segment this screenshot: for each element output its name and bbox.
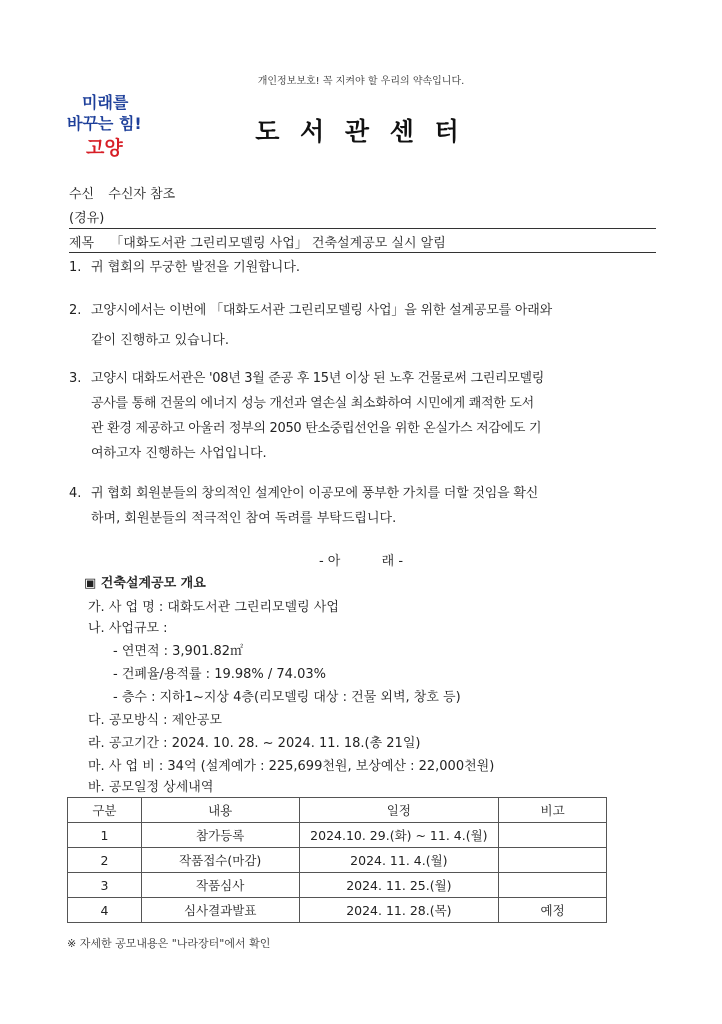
header-divider-bottom: [69, 252, 656, 253]
via-row: (경유): [69, 211, 105, 226]
item-na: 나. 사업규모 :: [88, 621, 168, 636]
cell-date: 2024. 11. 4.(월): [299, 848, 499, 873]
paragraph-text: 고양시 대화도서관은 '08년 3월 준공 후 15년 이상 된 노후 건물로써 그린리모델링: [91, 371, 545, 386]
table-row: [68, 848, 607, 873]
table-header-row: [68, 798, 607, 823]
header-content: 내용: [141, 798, 299, 823]
cell-content: 참가등록: [141, 823, 299, 848]
cell-no: 4: [68, 898, 142, 923]
header-date: 일정: [299, 798, 499, 823]
recipient-label: 수신: [69, 187, 95, 202]
cell-content: 작품심사: [141, 873, 299, 898]
paragraph-text: 관 환경 제공하고 아울러 정부의 2050 탄소중립선언을 위한 온실가스 저감에도 기: [91, 421, 542, 436]
cell-note: [499, 873, 607, 898]
item-ba: 바. 공모일정 상세내역: [88, 780, 214, 795]
cell-note: [499, 823, 607, 848]
cell-no: 1: [68, 823, 142, 848]
cell-date: 2024.10. 29.(화) ~ 11. 4.(월): [299, 823, 499, 848]
privacy-notice: 개인정보보호! 꼭 지켜야 할 우리의 약속입니다.: [257, 76, 465, 87]
paragraph-2: [69, 298, 659, 353]
recipient-row: [69, 183, 175, 202]
paragraph-4: [69, 481, 659, 531]
below-heading: - 아 래 -: [318, 554, 404, 569]
paragraph-text: 같이 진행하고 있습니다.: [91, 333, 229, 348]
overview-heading: ▣ 건축설계공모 개요: [84, 576, 206, 591]
cell-content: 작품접수(마감): [141, 848, 299, 873]
cell-date: 2024. 11. 28.(목): [299, 898, 499, 923]
cell-no: 2: [68, 848, 142, 873]
item-ma: 마. 사 업 비 : 34억 (설계예가 : 225,699천원, 보상예산 : 22,000천원): [88, 759, 495, 774]
subject-row: [69, 232, 446, 251]
paragraph-text: 귀 협회의 무궁한 발전을 기원합니다.: [91, 260, 301, 275]
header-note: 비고: [499, 798, 607, 823]
item-da: 다. 공모방식 : 제안공모: [88, 713, 222, 728]
cell-no: 3: [68, 873, 142, 898]
subject-value: 「대화도서관 그린리모델링 사업」 건축설계공모 실시 알림: [110, 236, 446, 251]
paragraph-text: 하며, 회원분들의 적극적인 참여 독려를 부탁드립니다.: [91, 511, 397, 526]
paragraph-text: 고양시에서는 이번에 「대화도서관 그린리모델링 사업」을 위한 설계공모를 아래와: [91, 303, 552, 318]
item-ga: 가. 사 업 명 : 대화도서관 그린리모델링 사업: [88, 600, 339, 615]
paragraph-text: 공사를 통해 건물의 에너지 성능 개선과 열손실 최소화하여 시민에게 쾌적한 도서: [91, 396, 534, 411]
table-row: [68, 873, 607, 898]
paragraph-3: [69, 366, 659, 466]
cell-content: 심사결과발표: [141, 898, 299, 923]
header-divider-top: [69, 228, 656, 229]
paragraph-number: 1.: [69, 260, 82, 275]
recipient-value: 수신자 참조: [108, 187, 176, 202]
cell-note: [499, 848, 607, 873]
paragraph-text: 귀 협회 회원분들의 창의적인 설계안이 이공모에 풍부한 가치를 더할 것임을 확신: [91, 486, 539, 501]
logo-line-3: 고양: [86, 137, 123, 159]
schedule-table: [67, 797, 607, 923]
subject-label: 제목: [69, 236, 95, 251]
paragraph-number: 2.: [69, 303, 82, 318]
logo-line-1: 미래를: [82, 93, 129, 112]
footnote: ※ 자세한 공모내용은 "나라장터"에서 확인: [67, 937, 271, 950]
document-title: 도 서 관 센 터: [255, 117, 465, 146]
table-row: [68, 823, 607, 848]
paragraph-number: 3.: [69, 371, 82, 386]
header-no: 구분: [68, 798, 142, 823]
item-floors: - 층수 : 지하1~지상 4층(리모델링 대상 : 건물 외벽, 창호 등): [113, 690, 461, 705]
cell-date: 2024. 11. 25.(월): [299, 873, 499, 898]
table-row: [68, 898, 607, 923]
paragraph-1: [69, 255, 659, 280]
logo-line-2: 바꾸는 힘!: [67, 114, 142, 133]
paragraph-number: 4.: [69, 486, 82, 501]
cell-note: 예정: [499, 898, 607, 923]
item-ratio: - 건폐율/용적률 : 19.98% / 74.03%: [113, 667, 326, 682]
item-ra: 라. 공고기간 : 2024. 10. 28. ~ 2024. 11. 18.(총 21일): [88, 736, 421, 751]
item-area: - 연면적 : 3,901.82㎡: [113, 644, 244, 659]
paragraph-text: 여하고자 진행하는 사업입니다.: [91, 446, 267, 461]
